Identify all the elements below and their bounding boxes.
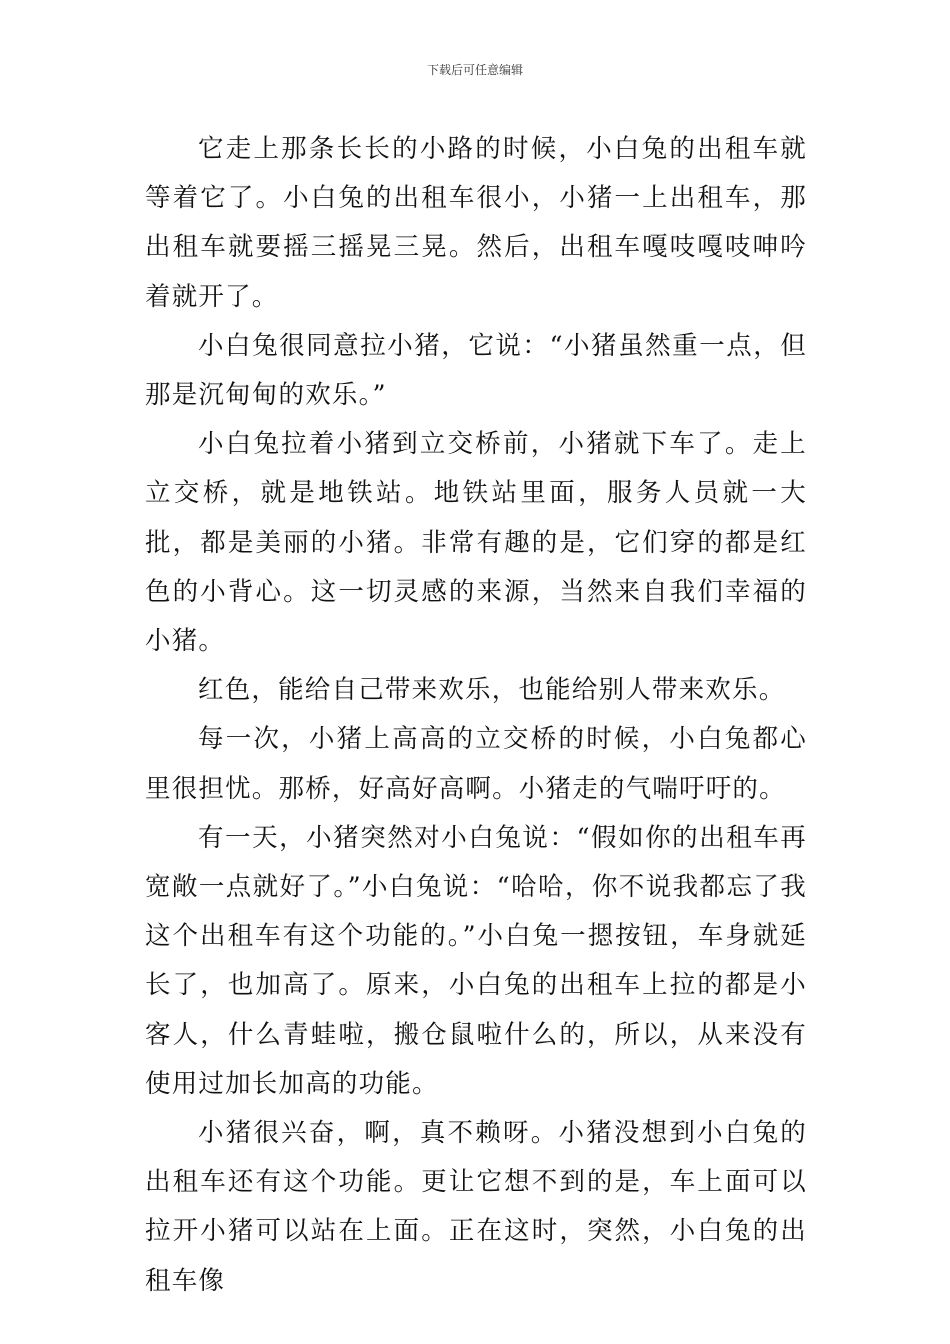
paragraph: 有一天，小猪突然对小白兔说：“假如你的出租车再宽敞一点就好了。”小白兔说：“哈哈，你不说我都忘了我这个出租车有这个功能的。”小白兔一摁按钮，车身就延长了，也加高了。原来，小白兔的出租车上拉的都是小客人，什么青蛙啦，搬仓鼠啦什么的，所以，从来没有使用过加长加高的功能。 — [145, 822, 807, 1099]
paragraph: 每一次，小猪上高高的立交桥的时候，小白兔都心里很担忧。那桥，好高好高啊。小猪走的气喘吁吁的。 — [145, 724, 807, 804]
page-header: 下载后可任意编辑 — [426, 63, 523, 77]
paragraph: 小白兔很同意拉小猪，它说：“小猪虽然重一点，但那是沉甸甸的欢乐。” — [145, 330, 807, 411]
document-body — [145, 125, 807, 1306]
paragraph: 小白兔拉着小猪到立交桥前，小猪就下车了。走上立交桥，就是地铁站。地铁站里面，服务人员就一大批，都是美丽的小猪。非常有趣的是，它们穿的都是红色的小背心。这一切灵感的来源，当然来自我们幸福的小猪。 — [145, 429, 807, 657]
paragraph: 红色，能给自己带来欢乐，也能给别人带来欢乐。 — [198, 675, 786, 706]
paragraph: 小猪很兴奋，啊，真不赖呀。小猪没想到小白兔的出租车还有这个功能。更让它想不到的是，车上面可以拉开小猪可以站在上面。正在这时，突然，小白兔的出租车像 — [145, 1118, 807, 1296]
paragraph: 它走上那条长长的小路的时候，小白兔的出租车就等着它了。小白兔的出租车很小，小猪一上出租车，那出租车就要摇三摇晃三晃。然后，出租车嘎吱嘎吱呻吟着就开了。 — [145, 134, 807, 312]
